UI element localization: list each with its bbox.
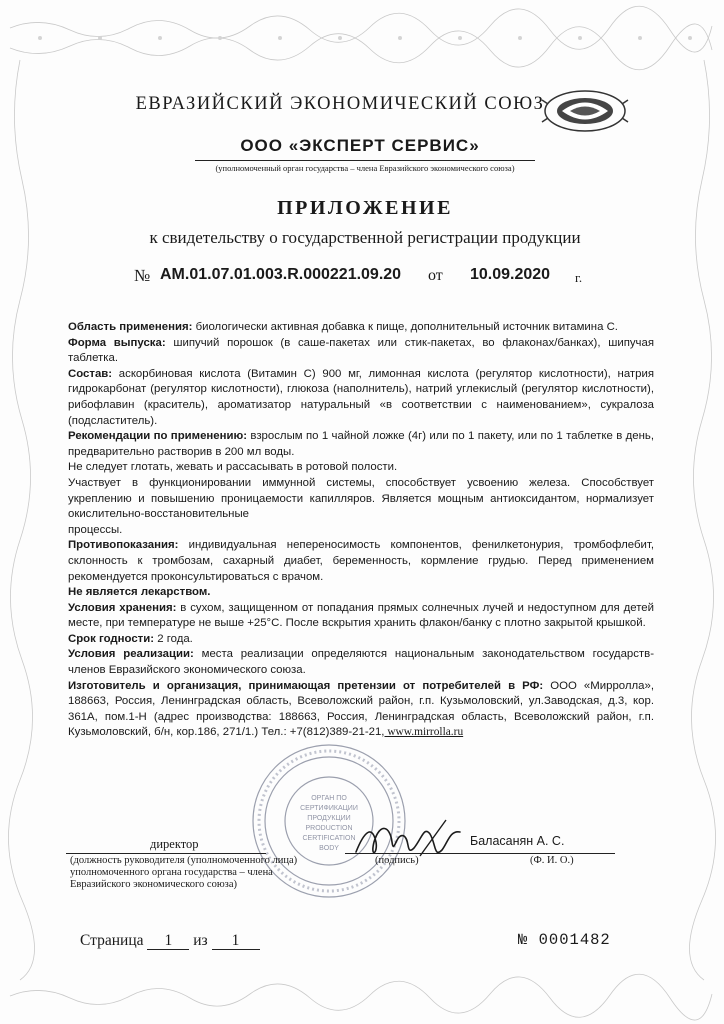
organization-name: ООО «ЭКСПЕРТ СЕРВИС» [240, 136, 480, 155]
no-swallow-paragraph: Не следует глотать, жевать и рассасывать в ротовой полости. [68, 461, 398, 474]
svg-text:PRODUCTION: PRODUCTION [305, 825, 353, 832]
page-subtitle: к свидетельству о государственной регистрации продукции [149, 228, 581, 247]
composition-label: Состав: [68, 367, 113, 380]
certificate-line [0, 266, 724, 288]
page-word: Страница [80, 932, 144, 949]
not-medicine-text: Не является лекарством. [68, 586, 211, 599]
fio-caption: (Ф. И. О.) [530, 855, 574, 866]
not-medicine-paragraph [68, 585, 654, 601]
sale-label: Условия реализации: [68, 648, 194, 661]
sale-paragraph [68, 647, 654, 678]
form-serial [518, 931, 611, 949]
svg-text:ПРОДУКЦИИ: ПРОДУКЦИИ [307, 815, 351, 822]
manufacturer-text: ООО «Мирролла», 188663, Россия, Ленинградская область, Всеволожский район, г.п. Кузьмоловский, ул.Заводская, д.3, кор. 361А, пом.1-Н (адрес производства: 188663, Россия, Ленинградская область, Всеволожский район, г.п. Кузьмоловский, б/н, кор.186, 271/1.) Тел.: +7(812)389-21-21, [68, 679, 654, 739]
certificate-date: 10.09.2020 [470, 266, 551, 283]
form-text: шипучий порошок (в саше-пакетах или стик-пакетах, во флаконах/банках), шипучая таблетка. [68, 336, 654, 365]
composition-paragraph [68, 367, 654, 429]
signatory-name: Баласанян А. С. [470, 834, 565, 848]
serial-number-sign: № [518, 931, 529, 949]
svg-text:BODY: BODY [319, 845, 339, 852]
serial-number: 0001482 [538, 931, 611, 949]
manufacturer-label: Изготовитель и организация, принимающая претензии от потребителей в РФ: [68, 679, 544, 692]
application-label: Область применения: [68, 321, 193, 333]
page-total: 1 [212, 933, 260, 950]
recommendations-label: Рекомендации по применению: [68, 430, 248, 443]
shelf-life-label: Срок годности: [68, 632, 155, 645]
shelf-life-paragraph [68, 632, 654, 648]
application-text: биологически активная добавка к пище, дополнительный источник витамина С. [192, 321, 618, 333]
position-underline [66, 853, 266, 854]
from-word: от [428, 267, 443, 284]
signatory-position: директор [150, 837, 199, 851]
page-counter [80, 932, 260, 950]
storage-label: Условия хранения: [68, 601, 177, 614]
form-paragraph [68, 336, 654, 367]
contraindications-label: Противопоказания: [68, 539, 179, 552]
contraindications-paragraph [68, 538, 654, 585]
sale-text: места реализации определяются национальным законодательством государств-членов Евразийского экономического союза. [68, 648, 654, 677]
position-caption: (должность руководителя (уполномоченного лица) уполномоченного органа государства – члена Евразийского экономического союза) [70, 855, 298, 890]
contraindications-text: индивидуальная непереносимость компонентов, фенилкетонурия, тромбофлебит, склонность к тромбозам, сахарный диабет, беременность, кормление грудью. Перед применением рекомендуется проконсультироваться с врачом. [68, 539, 654, 583]
organization-caption: (уполномоченный орган государства – члена Евразийского экономического союза) [215, 163, 515, 173]
of-word: из [193, 932, 208, 949]
signature-caption: (подпись) [375, 855, 419, 866]
document-body [68, 320, 654, 741]
signature-underline [345, 853, 465, 854]
page-current: 1 [147, 933, 189, 950]
year-suffix: г. [575, 270, 583, 285]
recommendations-paragraph [68, 429, 654, 460]
manufacturer-paragraph [68, 679, 654, 741]
application-paragraph [68, 320, 654, 336]
function-paragraph: Участвует в функционировании иммунной системы, способствует усвоению железа. Способствует укреплению и повышению проницаемости капилляров. Является мощным антиоксидантом, нормализует окислительно-восстановительные [68, 476, 654, 521]
svg-text:CERTIFICATION: CERTIFICATION [302, 835, 356, 842]
recommendations-text: взрослым по 1 чайной ложке (4г) или по 1 пакету, или по 1 таблетке в день, предварительно растворив в 200 мл воды. [68, 430, 654, 458]
number-sign: № [134, 266, 151, 285]
page-title: ПРИЛОЖЕНИЕ [277, 197, 453, 219]
shelf-life-text: 2 года. [154, 632, 193, 645]
organization-underline [195, 160, 535, 161]
storage-text: в сухом, защищенном от попадания прямых солнечных лучей и недоступном для детей месте, при температуре не выше +25°С. После вскрытия хранить флакон/банку с плотно закрытой крышкой. [68, 601, 654, 630]
svg-text:ОРГАН ПО: ОРГАН ПО [311, 795, 347, 802]
composition-text: аскорбиновая кислота (Витамин С) 900 мг, лимонная кислота (регулятор кислотности), натрия гидрокарбонат (регулятор кислотности), глюкоза (наполнитель), натрий углекислый (регулятор кислотности), рибофлавин (краситель), ароматизатор натуральный «в соответствии с наименованием», сукралоза (подсластитель). [68, 367, 654, 427]
storage-paragraph [68, 601, 654, 632]
form-label: Форма выпуска: [68, 336, 166, 349]
union-heading: ЕВРАЗИЙСКИЙ ЭКОНОМИЧЕСКИЙ СОЮЗ [135, 94, 545, 114]
eaeu-logo-icon [540, 84, 630, 138]
manufacturer-website: www.mirrolla.ru [384, 726, 464, 739]
function-tail: процессы. [68, 523, 123, 536]
svg-text:СЕРТИФИКАЦИИ: СЕРТИФИКАЦИИ [300, 805, 358, 812]
certificate-number: AM.01.07.01.003.R.000221.09.20 [160, 266, 402, 283]
name-underline [465, 853, 615, 854]
